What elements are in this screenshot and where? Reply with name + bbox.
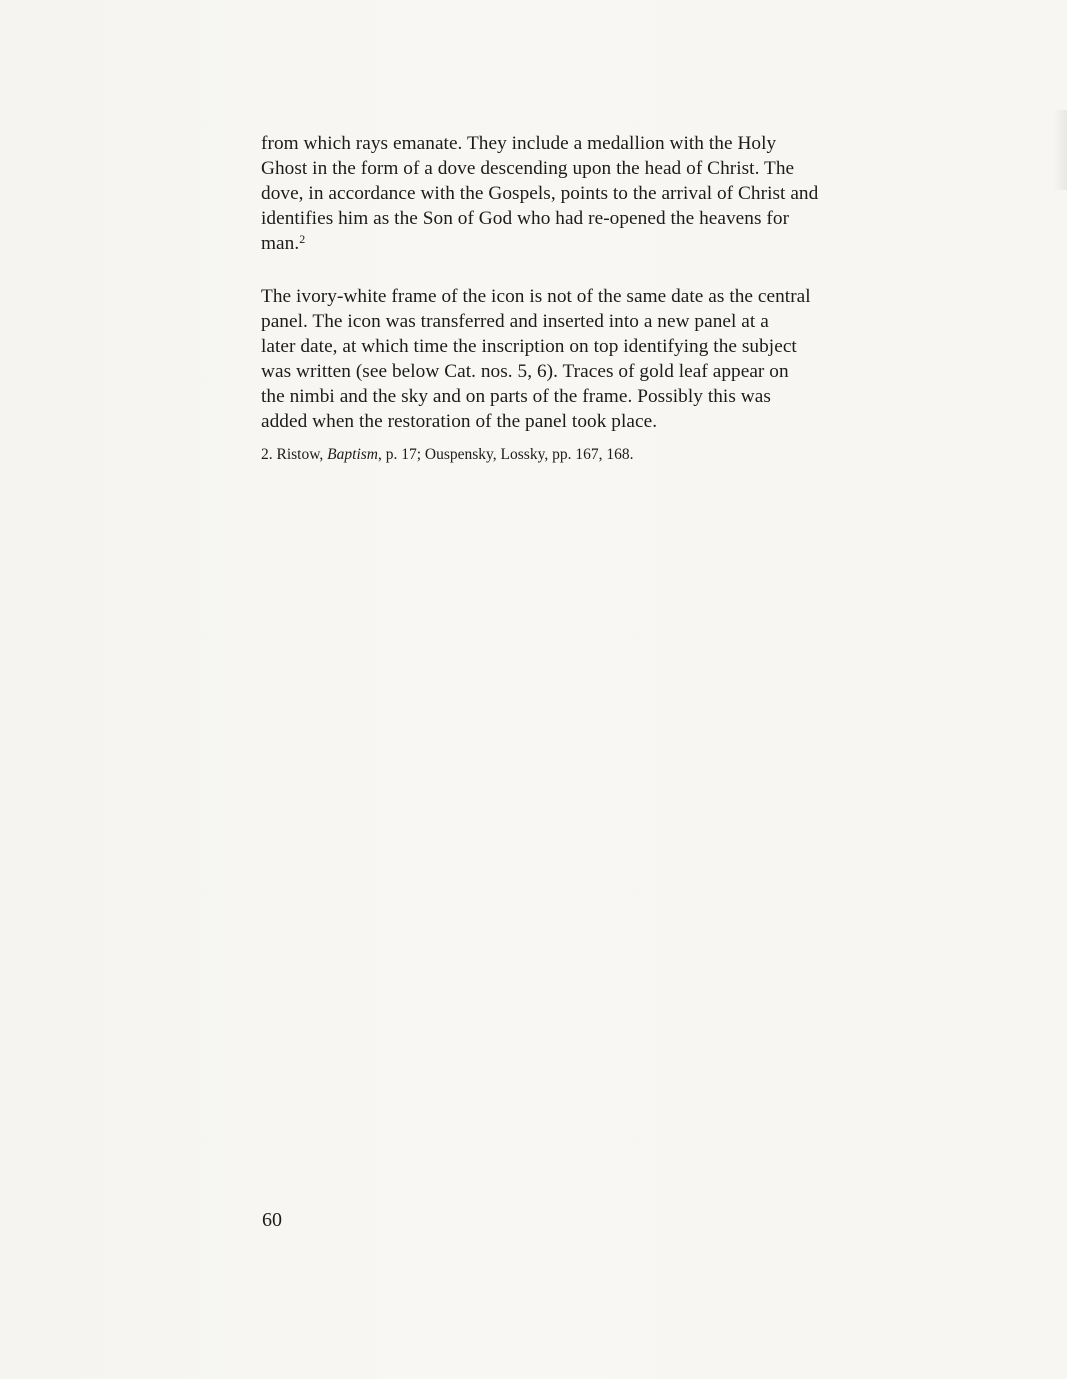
gutter-shadow [1053, 110, 1067, 190]
paragraph-1 [261, 131, 921, 256]
paragraph-2-line: was written (see below Cat. nos. 5, 6). Traces of gold leaf appear on [261, 361, 789, 382]
paragraph-1-line: Ghost in the form of a dove descending upon the head of Christ. The [261, 158, 795, 179]
footnote-title: Baptism [327, 446, 378, 463]
footnote-reference: 2 [299, 232, 306, 246]
paragraph-2 [261, 284, 921, 434]
paragraph-2-line: panel. The icon was transferred and inserted into a new panel at a [261, 311, 769, 332]
page-number: 60 [262, 1209, 282, 1231]
paragraph-2-line: The ivory-white frame of the icon is not of the same date as the central [261, 286, 811, 307]
paragraph-1-line: dove, in accordance with the Gospels, points to the arrival of Christ and [261, 183, 819, 204]
paragraph-1-line: from which rays emanate. They include a medallion with the Holy [261, 133, 777, 154]
body-text [261, 131, 921, 465]
paragraph-2-line: later date, at which time the inscription on top identifying the subject [261, 336, 797, 357]
paragraph-1-last-text: man. [261, 233, 300, 254]
paragraph-1-line: identifies him as the Son of God who had re-opened the heavens for [261, 208, 790, 229]
footnote-suffix: , p. 17; Ouspensky, Lossky, pp. 167, 168. [377, 446, 634, 463]
footnote-prefix: 2. Ristow, [261, 446, 328, 463]
footnote [261, 445, 921, 465]
paragraph-2-line: added when the restoration of the panel took place. [261, 411, 658, 432]
paragraph-1-last-line [261, 231, 921, 256]
paragraph-2-line: the nimbi and the sky and on parts of the frame. Possibly this was [261, 386, 771, 407]
